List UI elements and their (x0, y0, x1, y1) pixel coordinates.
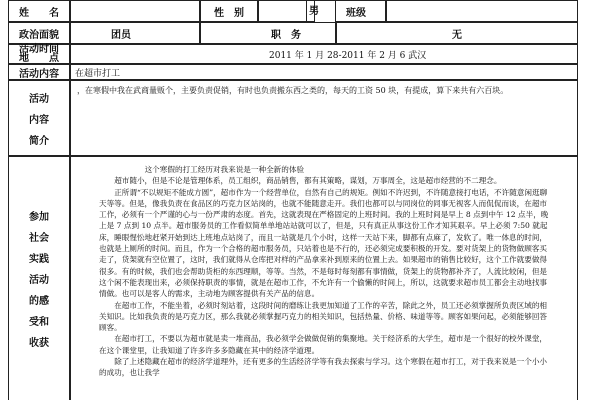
place-label: 地 点 (19, 53, 59, 64)
reflection-paragraph-5: 在超市打工，不要以为超市就是卖一堆商品，我必须学会做做促销的集聚地。关于经济系的大学生，超市是一个很好的校外课堂，在这个课堂里，让我知道了许多许多多隐藏在其中的经济学道理。 (99, 334, 548, 355)
reflection-label-6: 受和 (29, 317, 49, 328)
reflection-label-2: 社会 (29, 233, 49, 244)
gender-label: 性 别 (200, 0, 258, 22)
activity-content-label: 活动内容 (8, 64, 70, 80)
reflection-body (70, 156, 578, 400)
reflection-label-1: 参加 (29, 212, 49, 223)
duty-label: 职 务 (200, 22, 336, 44)
gender-box (306, 0, 336, 22)
name-value (70, 0, 200, 22)
brief-label (8, 80, 70, 156)
reflection-label-7: 收获 (29, 338, 49, 349)
reflection-label (8, 156, 70, 400)
time-place-value: 2011 年 1 月 28-2011 年 2 月 6 武汉 (70, 44, 578, 64)
duty-value: 无 (336, 22, 578, 44)
brief-label-3: 简介 (29, 135, 49, 147)
reflection-paragraph-1: 这个寒假的打工经历对我来说是一种全新的体验 (144, 165, 305, 174)
reflection-label-5: 的感 (29, 296, 49, 307)
political-value: 团员 (70, 22, 200, 44)
class-value (386, 0, 578, 22)
reflection-paragraph-6: 除了上述隐藏在超市的经济学道理外，还有更多的生活经济学等有我去探索与学习。这个寒假在超市打工，对于我来说是一个小小的成功，也让我学 (99, 357, 548, 378)
class-label: 班级 (336, 0, 386, 22)
activity-content-value: 在超市打工 (70, 64, 578, 80)
reflection-label-4: 活动 (29, 275, 49, 286)
time-place-label (8, 44, 70, 64)
brief-label-2: 内容 (29, 114, 49, 126)
gender-value-text: 男 (309, 6, 319, 17)
reflection-label-3: 实践 (29, 254, 49, 265)
brief-value (70, 80, 578, 156)
reflection-paragraph-4: 在超市工作，不能坐着，必须时刻站着，这段时间的磨练让我更加知道了工作的辛苦，除此之外，员工还必须掌握所负责区域的相关知识。比如我负责的是巧克力区，那么我就必须掌握巧克力的相关知识，包括热量、价格、味道等等。顾客如果问起，必须能够回答顾客。 (99, 300, 548, 333)
name-label: 姓 名 (8, 0, 70, 22)
brief-label-1: 活动 (29, 93, 49, 105)
time-label: 活动时间 (19, 44, 59, 55)
brief-text: ，在寒假中我在武商量贩个，主要负责促销，有时也负责搬东西之类的，每天的工资 50 块，有提成，算下来共有六百块。 (77, 86, 509, 95)
political-label: 政治面貌 (8, 22, 70, 44)
report-form (8, 0, 588, 400)
reflection-paragraph-2: 超市随小，但是不论是管理体系，员工组织，商品销售，都有其策略，谋划，万事周全，这是超市经营的不二理念。 (114, 176, 502, 186)
reflection-paragraph-3: 正所谓“不以规矩不能成方圆”，超市作为一个经营单位，自然有自己的规矩。例如不许迟到，不许随意接打电话，不许随意闲逛聊天等等。但是，像我负责在食品区的巧克力区站岗的，也就不能随意走开。我们也都可以与同岗位的同事无视客人而侃侃而谈，在超市工作，必须有一个严谨的心与一份严肃的态度。首先，这就表现在严格固定的上班时间。我的上班时间是早上 8 点到中午 12 点半，晚上是 7 点到 10 点半。超市服务员的工作看似简单单地站站就可以了，但是，只有真正从事这份工作才知其艰辛。早上必须 7:50 就起床，睡眼惺忪地赶紧开始到达上班地点站岗了，而且一站就是几个小时，这样一天站下来，脚都有点麻了，发软了。唯一体息的时间，也就是上厕所的时间。而且，作为一个合格的超市服务员，只站着也是不行的，还必须完成要积极的开发。要对货架上的货物做顾客买走了，货架就有空位置了，这时，我们就得从仓库把对样的产品拿来补到原来的位置上去。如果超市的销售比较好，这个工作就要做得很多。有的时候，我们也会帮助货柜的东西理顺，等等。当然，不是每时每刻都有事情做，货架上的货物都补齐了，人流比较闲，但是这个闲不能表现出来，必须保持职责的事情，就是在超市工作，不允许有一个偷懒的时间上，所以，这就要求超市员工都会主动地找事情做。也可以是客人的需求，主动地为顾客提供有关产品的信息。 (99, 187, 549, 299)
